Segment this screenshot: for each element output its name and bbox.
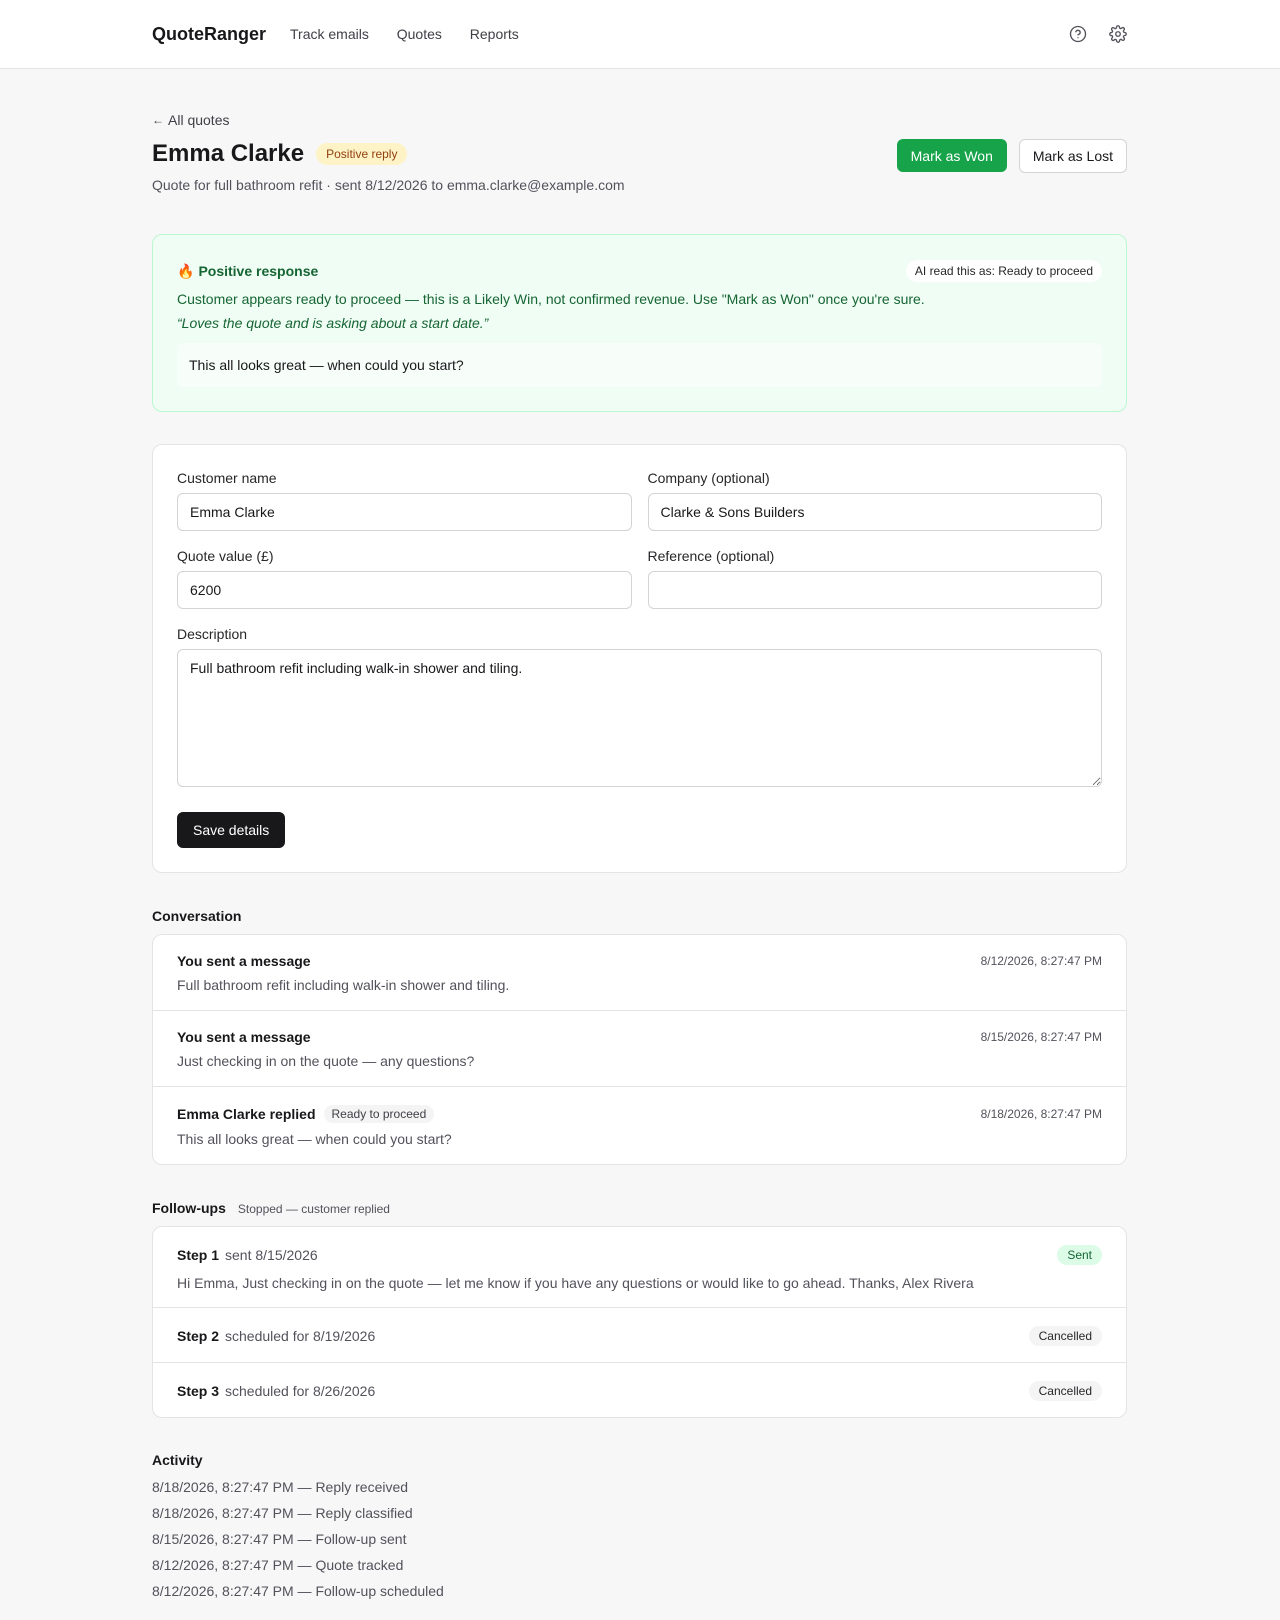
activity-item: 8/12/2026, 8:27:47 PM — Follow-up scheduled (152, 1583, 444, 1599)
list-item (153, 1227, 1126, 1307)
message-author (177, 1105, 434, 1123)
step-number: Step 2 (177, 1328, 220, 1344)
activity-item: 8/18/2026, 8:27:47 PM — Reply classified (152, 1505, 413, 1521)
mark-won-button[interactable]: Mark as Won (897, 139, 1007, 172)
save-details-button[interactable]: Save details (177, 812, 285, 848)
step-when: sent 8/15/2026 (225, 1247, 318, 1263)
step-when: scheduled for 8/26/2026 (225, 1383, 376, 1399)
activity-heading (152, 1452, 1127, 1468)
alert-message: Customer appears ready to proceed — this is a Likely Win, not confirmed revenue. Use "Mark as Won" once you're sure. (177, 291, 925, 307)
help-circle-icon[interactable] (1069, 25, 1087, 43)
ai-classification-pill: AI read this as: Ready to proceed (906, 260, 1102, 282)
description-label: Description (177, 626, 248, 642)
conversation-heading (152, 908, 1127, 924)
list-item (153, 1086, 1126, 1164)
quote-subtitle: Quote for full bathroom refit · sent 8/12/2026 to emma.clarke@example.com (152, 177, 625, 193)
step-body: Hi Emma, Just checking in on the quote — let me know if you have any questions or would like to go ahead. Thanks, Alex Rivera (177, 1275, 974, 1291)
quote-value-label: Quote value (£) (177, 548, 274, 564)
step-when: scheduled for 8/19/2026 (225, 1328, 376, 1344)
followups-list (152, 1226, 1127, 1418)
top-nav (0, 0, 1280, 69)
positive-response-alert (152, 234, 1127, 412)
fire-icon: 🔥 (177, 262, 195, 279)
activity-item: 8/12/2026, 8:27:47 PM — Quote tracked (152, 1557, 404, 1573)
message-timestamp: 8/15/2026, 8:27:47 PM (980, 1030, 1102, 1044)
message-author: You sent a message (177, 1029, 311, 1045)
conversation-heading-label: Conversation (152, 908, 242, 924)
company-label: Company (optional) (647, 470, 770, 486)
message-body: Just checking in on the quote — any questions? (177, 1053, 475, 1069)
quote-details-form (152, 444, 1127, 873)
followups-status: Stopped — customer replied (237, 1202, 390, 1216)
page-title: Emma Clarke (152, 140, 305, 167)
arrow-left-icon: ← (152, 113, 164, 127)
status-badge: Positive reply (316, 143, 407, 165)
message-body: Full bathroom refit including walk-in shower and tiling. (177, 977, 510, 993)
status-badge: Cancelled (1029, 1381, 1102, 1401)
list-item (153, 1362, 1126, 1417)
classification-tag: Ready to proceed (324, 1105, 435, 1123)
step-number: Step 3 (177, 1383, 220, 1399)
message-timestamp: 8/18/2026, 8:27:47 PM (980, 1107, 1102, 1121)
back-link-label: All quotes (168, 112, 230, 128)
status-badge: Cancelled (1029, 1326, 1102, 1346)
nav-reports[interactable]: Reports (469, 26, 519, 42)
description-textarea[interactable] (177, 649, 1102, 787)
activity-log (152, 1474, 1127, 1604)
message-body: This all looks great — when could you start? (177, 1131, 452, 1147)
back-link[interactable] (152, 112, 229, 128)
nav-track-emails[interactable]: Track emails (290, 26, 369, 42)
main-nav (290, 26, 543, 42)
page-header (152, 140, 1127, 193)
step-number: Step 1 (177, 1247, 220, 1263)
customer-name-input[interactable] (177, 493, 632, 531)
alert-summary-quote: “Loves the quote and is asking about a start date.” (177, 315, 489, 331)
page-content (152, 69, 1127, 1604)
mark-lost-button[interactable]: Mark as Lost (1019, 139, 1127, 173)
activity-item: 8/18/2026, 8:27:47 PM — Reply received (152, 1479, 409, 1495)
reference-input[interactable] (648, 571, 1103, 609)
nav-quotes[interactable]: Quotes (396, 26, 442, 42)
activity-heading-label: Activity (152, 1452, 203, 1468)
message-author-label: Emma Clarke replied (177, 1106, 316, 1122)
customer-name-label: Customer name (177, 470, 277, 486)
followups-heading (152, 1200, 1127, 1216)
list-item (153, 1307, 1126, 1362)
quote-value-input[interactable] (177, 571, 632, 609)
company-input[interactable] (648, 493, 1103, 531)
brand-logo[interactable]: QuoteRanger (152, 23, 267, 44)
reference-label: Reference (optional) (647, 548, 775, 564)
followups-heading-label: Follow-ups (152, 1200, 226, 1216)
activity-item: 8/15/2026, 8:27:47 PM — Follow-up sent (152, 1531, 407, 1547)
message-timestamp: 8/12/2026, 8:27:47 PM (980, 954, 1102, 968)
gear-icon[interactable] (1109, 25, 1127, 43)
alert-reply-text: This all looks great — when could you start? (177, 343, 1102, 387)
alert-title: Positive response (198, 263, 319, 279)
list-item (153, 935, 1126, 1010)
conversation-list (152, 934, 1127, 1165)
list-item (153, 1010, 1126, 1086)
message-author: You sent a message (177, 953, 311, 969)
status-badge: Sent (1057, 1245, 1102, 1265)
